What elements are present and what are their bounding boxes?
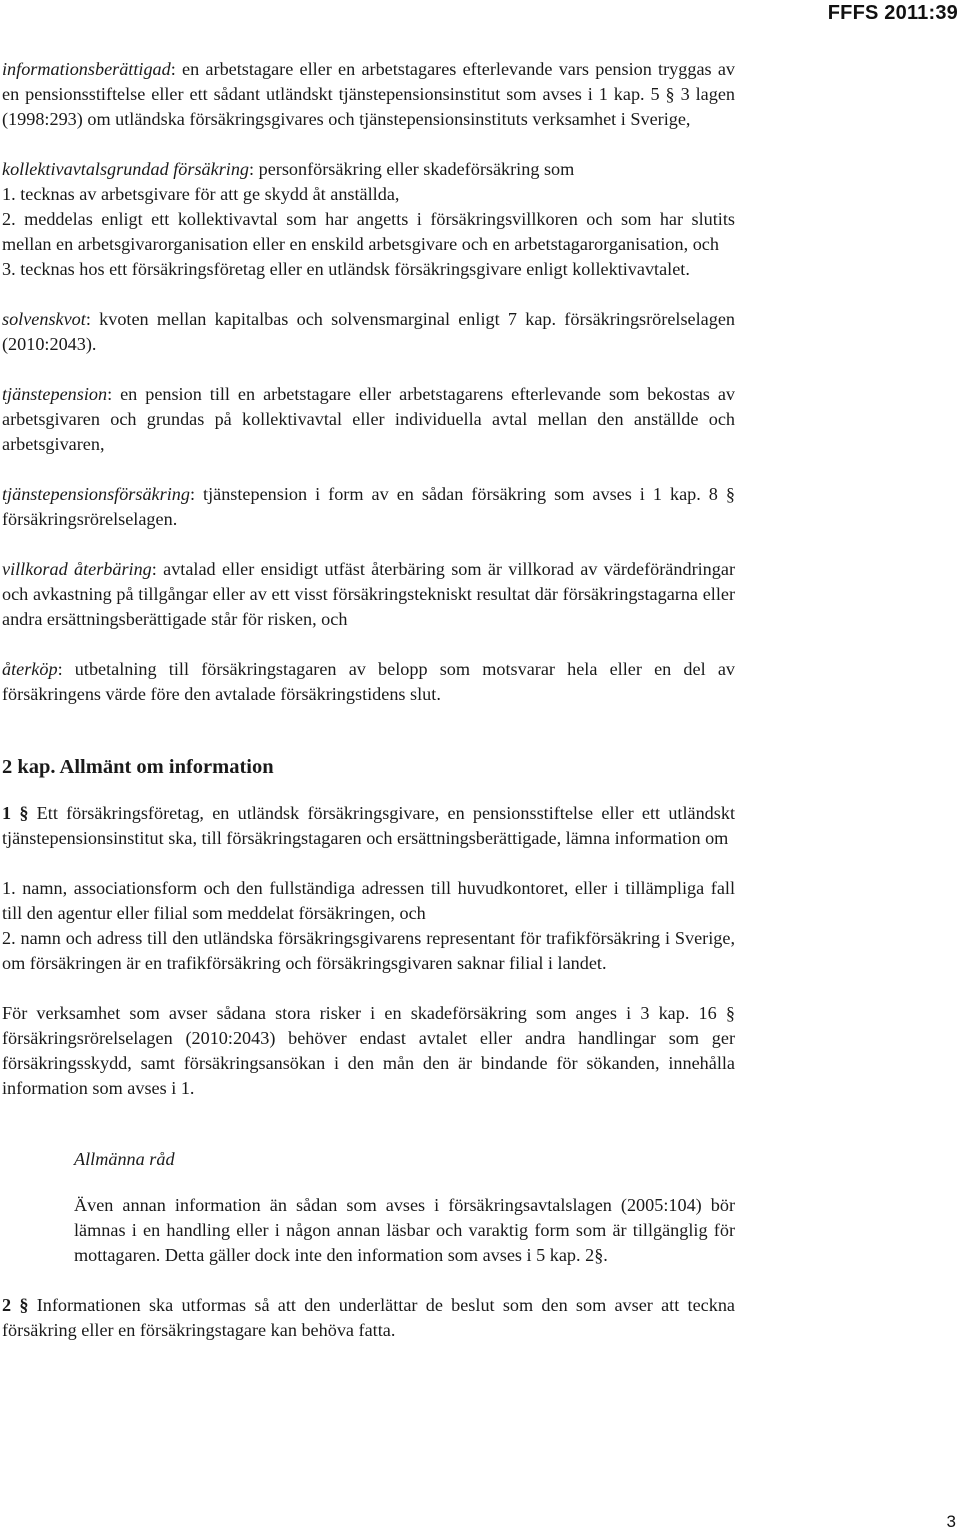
definition-term: tjänstepensionsförsäkring (2, 484, 190, 504)
definition-term: informationsberättigad (2, 59, 171, 79)
section-text: Informationen ska utformas så att den underlättar de beslut som den som avser att teckna försäkring eller en försäkringstagare kan behöva fatta. (2, 1295, 735, 1340)
definition-text: : utbetalning till försäkringstagaren av belopp som motsvarar hela eller en del av försäkringens värde före den avtalade försäkringstidens slut. (2, 659, 735, 704)
definition-text: : en arbetstagare eller en arbetstagares efterlevande vars pension tryggas av en pensionsstiftelse eller ett sådant utländskt tjänstepensionsinstitut som avses i 1 kap. 5 § 3 lagen (1998:293) om utländska försäkringsgivares och tjänstepensionsinstituts verksamhet i Sverige, (2, 59, 735, 129)
definition-villkorad-aterbaring (2, 557, 735, 632)
section-number: 2 § (2, 1295, 29, 1315)
definition-solvenskvot (2, 307, 735, 357)
definition-tjanstepension (2, 382, 735, 457)
definition-term: kollektivavtalsgrundad försäkring (2, 159, 250, 179)
general-advice-heading: Allmänna råd (74, 1149, 175, 1169)
general-advice-block (74, 1147, 735, 1268)
section-1-extra: För verksamhet som avser sådana stora risker i en skadeförsäkring som anges i 3 kap. 16 § försäkringsrörelselagen (2010:2043) behöver endast avtalet eller andra handlingar som ger försäkringsskydd, samt försäkringsansökan i den mån den är bindande för sökanden, innehålla information som avses i 1. (2, 1003, 735, 1098)
list-item: 2. meddelas enligt ett kollektivavtal som har angetts i försäkringsvillkoren och som har slutits mellan en arbetsgivarorganisation eller en enskild arbetsgivare och en arbetstagarorganisation, och (2, 209, 735, 254)
page-body (2, 57, 735, 1343)
definition-aterkop (2, 657, 735, 707)
general-advice-text: Även annan information än sådan som avses i försäkringsavtalslagen (2005:104) bör lämnas i en handling eller i någon annan läsbar och varaktig form som är tillgänglig för mottagaren. Detta gäller dock inte den information som avses i 5 kap. 2§. (74, 1195, 735, 1265)
section-text: Ett försäkringsföretag, en utländsk försäkringsgivare, en pensionsstiftelse eller ett utländskt tjänstepensionsinstitut ska, till försäkringstagaren och ersättningsberättigade, lämna information om (2, 803, 736, 848)
definition-term: solvenskvot (2, 309, 86, 329)
section-number: 1 § (2, 803, 29, 823)
document-id: FFFS 2011:39 (827, 2, 958, 24)
definition-tjanstepensionsforsakring (2, 482, 735, 532)
definition-text: : personförsäkring eller skadeförsäkring som (249, 159, 575, 179)
definition-term: tjänstepension (2, 384, 108, 404)
definition-kollektivavtalsgrundad (2, 157, 735, 182)
definition-text: : kvoten mellan kapitalbas och solvensmarginal enligt 7 kap. försäkringsrörelselagen (2010:2043). (2, 309, 735, 354)
definition-text: : tjänstepension i form av en sådan försäkring som avses i 1 kap. 8 § försäkringsrörelselagen. (2, 484, 735, 529)
chapter-heading: 2 kap. Allmänt om information (2, 756, 274, 778)
definition-term: villkorad återbäring (2, 559, 152, 579)
definition-informationsberattigad (2, 57, 735, 132)
definition-text: : avtalad eller ensidigt utfäst återbäring som är villkorad av värdeförändringar och avkastning på tillgångar eller av ett visst försäkringstekniskt resultat där försäkringstagarna eller andra ersättningsberättigade står för risken, och (2, 559, 735, 629)
definition-term: återköp (2, 659, 58, 679)
list-item: 2. namn och adress till den utländska försäkringsgivarens representant för trafikförsäkring i Sverige, om försäkringen är en trafikförsäkring och försäkringsgivaren saknar filial i landet. (2, 928, 735, 973)
section-1 (2, 801, 735, 851)
list-item: 3. tecknas hos ett försäkringsföretag eller en utländsk försäkringsgivare enligt kollektivavtalet. (2, 259, 690, 279)
page-number: 3 (946, 1512, 956, 1531)
list-item: 1. namn, associationsform och den fullständiga adressen till huvudkontoret, eller i tillämpliga fall till den agentur eller filial som meddelat försäkringen, och (2, 878, 735, 923)
section-2 (2, 1293, 735, 1343)
list-item: 1. tecknas av arbetsgivare för att ge skydd åt anställda, (2, 184, 400, 204)
definition-text: : en pension till en arbetstagare eller arbetstagarens efterlevande som bekostas av arbetsgivaren och grundas på kollektivavtal eller individuella avtal mellan den anställde och arbetsgivaren, (2, 384, 735, 454)
